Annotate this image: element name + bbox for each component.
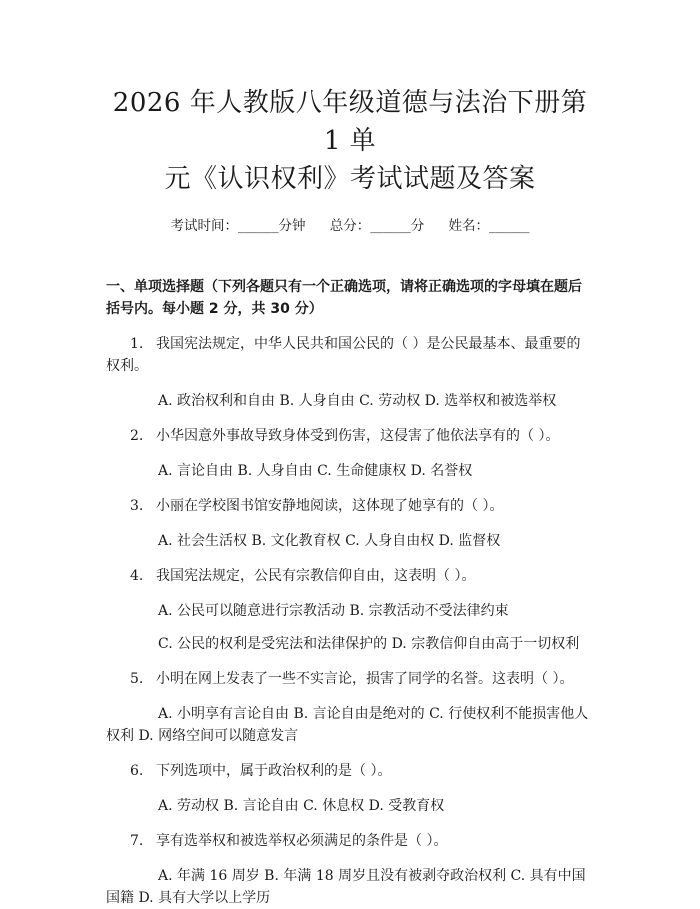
question-list xyxy=(106,333,594,909)
question-text: 小华因意外事故导致身体受到伤害，这侵害了他依法享有的（ ）。 xyxy=(156,428,560,444)
question-1 xyxy=(106,333,594,412)
question-text: 我国宪法规定，中华人民共和国公民的（ ）是公民最基本、最重要的权利。 xyxy=(106,336,581,374)
question-stem xyxy=(106,495,594,517)
question-text: 下列选项中，属于政治权利的是（ ）。 xyxy=(156,763,392,779)
question-options: A. 言论自由 B. 人身自由 C. 生命健康权 D. 名誉权 xyxy=(158,463,473,479)
exam-info xyxy=(106,216,594,236)
question-number: 5. xyxy=(130,671,144,687)
question-6 xyxy=(106,760,594,817)
question-text: 享有选举权和被选举权必须满足的条件是（ ）。 xyxy=(156,833,448,849)
question-number: 2. xyxy=(130,428,144,444)
question-options: C. 公民的权利是受宪法和法律保护的 D. 宗教信仰自由高于一切权利 xyxy=(158,636,580,652)
question-stem xyxy=(106,668,594,690)
question-number: 1. xyxy=(130,336,144,352)
document-title xyxy=(106,84,594,198)
question-number: 3. xyxy=(130,498,144,514)
question-4 xyxy=(106,565,594,655)
question-number: 4. xyxy=(130,568,144,584)
section-heading: 一、单项选择题（下列各题只有一个正确选项，请将正确选项的字母填在题后括号内。每小题 2 分，共 30 分） xyxy=(106,279,582,317)
question-2 xyxy=(106,425,594,482)
question-options: A. 政治权利和自由 B. 人身自由 C. 劳动权 D. 选举权和被选举权 xyxy=(158,393,557,409)
question-options: A. 劳动权 B. 言论自由 C. 休息权 D. 受教育权 xyxy=(158,798,445,814)
exam-time: 考试时间：______分钟 xyxy=(170,218,306,234)
question-stem xyxy=(106,760,594,782)
question-text: 我国宪法规定，公民有宗教信仰自由，这表明（ ）。 xyxy=(156,568,476,584)
title-line-1: 2026 年人教版八年级道德与法治下册第 1 单 xyxy=(112,88,588,156)
question-stem xyxy=(106,425,594,447)
question-stem xyxy=(106,830,594,852)
question-7 xyxy=(106,830,594,909)
question-3 xyxy=(106,495,594,552)
question-number: 7. xyxy=(130,833,144,849)
question-options: A. 年满 16 周岁 B. 年满 18 周岁且没有被剥夺政治权利 C. 具有中国国籍 D. 具有大学以上学历 xyxy=(106,868,586,906)
question-options: A. 小明享有言论自由 B. 言论自由是绝对的 C. 行使权利不能损害他人权利 D. 网络空间可以随意发言 xyxy=(106,706,589,744)
question-options: A. 公民可以随意进行宗教活动 B. 宗教活动不受法律约束 xyxy=(158,603,509,619)
question-text: 小丽在学校图书馆安静地阅读，这体现了她享有的（ ）。 xyxy=(156,498,504,514)
question-stem xyxy=(106,333,594,377)
total-score: 总分：______分 xyxy=(329,218,425,234)
question-options: A. 社会生活权 B. 文化教育权 C. 人身自由权 D. 监督权 xyxy=(158,533,501,549)
title-line-2: 元《认识权利》考试试题及答案 xyxy=(164,164,536,194)
question-text: 小明在网上发表了一些不实言论，损害了同学的名誉。这表明（ ）。 xyxy=(156,671,574,687)
question-number: 6. xyxy=(130,763,144,779)
question-5 xyxy=(106,668,594,747)
student-name: 姓名：______ xyxy=(448,218,530,234)
question-stem xyxy=(106,565,594,587)
